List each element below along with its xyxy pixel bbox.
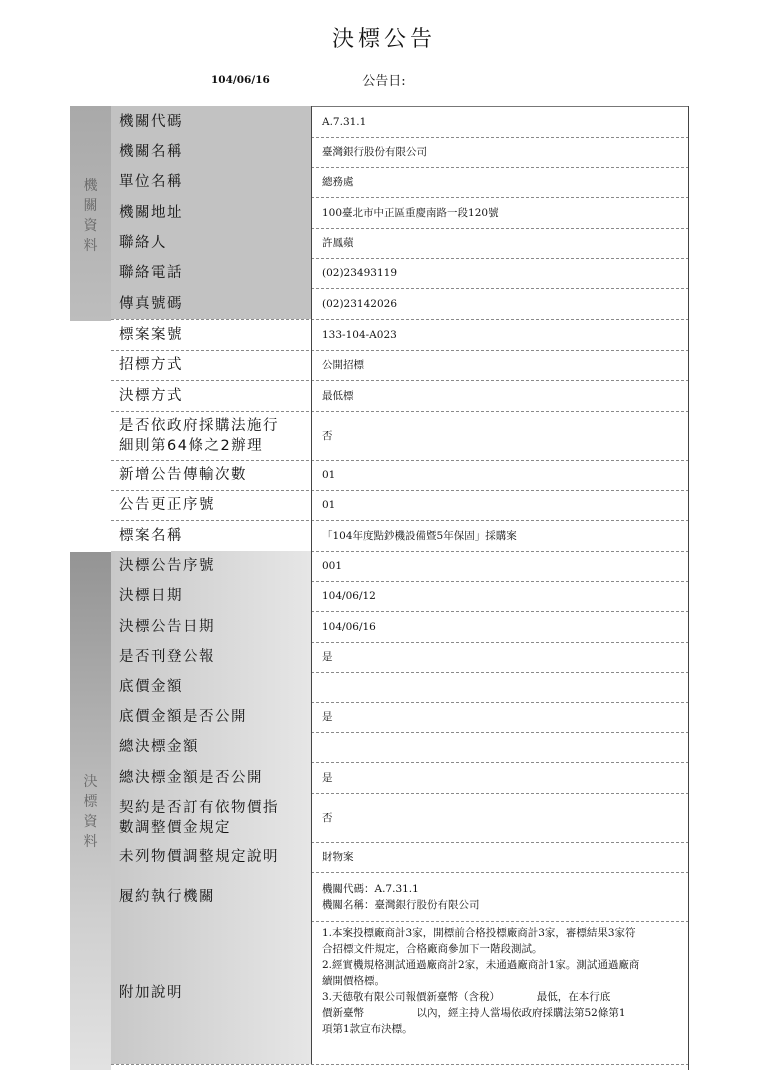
row-value: 133-104-A023	[322, 328, 397, 341]
row-label: 招標方式	[111, 350, 312, 380]
row-value: (02)23493119	[322, 267, 397, 279]
table-row	[111, 921, 689, 1065]
table-row	[111, 672, 689, 703]
row-value	[322, 732, 681, 762]
row-label: 總決標金額是否公開	[111, 762, 312, 793]
row-label: 未列物價調整規定說明	[111, 842, 312, 872]
table-row	[111, 581, 689, 612]
table-row	[111, 642, 689, 673]
row-label: 總決標金額	[111, 732, 312, 762]
table-row	[111, 842, 689, 873]
table-row	[111, 350, 689, 381]
table-row	[111, 167, 689, 198]
table-row	[111, 520, 689, 552]
row-value: 總務處	[322, 176, 354, 188]
table-row	[111, 872, 689, 922]
section-tender-data	[70, 321, 111, 552]
table-row	[111, 460, 689, 491]
table-row	[111, 288, 689, 320]
row-label: 機關名稱	[111, 137, 312, 167]
row-value: 100臺北市中正區重慶南路一段120號	[322, 206, 499, 219]
row-label: 決標日期	[111, 581, 312, 611]
row-label: 履約執行機關	[111, 872, 312, 921]
row-value: A.7.31.1	[322, 115, 367, 128]
row-value: 是	[322, 651, 333, 663]
section-award-label: 決 標 資 料	[83, 774, 98, 850]
table-row	[111, 380, 689, 412]
table-row	[111, 319, 689, 351]
table-row	[111, 611, 689, 643]
row-value: 機關代碼：A.7.31.1 機關名稱：臺灣銀行股份有限公司	[322, 882, 480, 911]
row-value: 是	[322, 771, 333, 784]
row-label: 傳真號碼	[111, 288, 312, 319]
row-value: 「104年度點鈔機設備暨5年保固」採購案	[322, 529, 517, 542]
row-value: 否	[322, 811, 333, 824]
row-value: 1.本案投標廠商計3家，開標前合格投標廠商計3家，審標結果3家符 合招標文件規定，合格廠商參加下一階段測試。 2.經實機規格測試通過廠商計2家，未通過廠商計1家。測試通過廠商 續開價格標。 3.天德敬有限公司報價新臺幣（含稅） 最低，在本行底 價新臺幣 以內，經主持人當場依政府採購法第52條第1 項第1款宣布決標。	[322, 927, 640, 1035]
row-label: 是否依政府採購法施行 細則第64條之2辦理	[111, 411, 312, 460]
row-value: 104/06/12	[322, 590, 376, 602]
row-value: 許鳳蘋	[322, 237, 354, 249]
table-row	[111, 197, 689, 229]
table-row	[111, 762, 689, 794]
table-row	[111, 411, 689, 461]
row-label: 機關代碼	[111, 106, 312, 137]
row-value: 最低標	[322, 389, 354, 402]
table-row	[111, 732, 689, 763]
row-value: (02)23142026	[322, 297, 397, 310]
row-label: 是否刊登公報	[111, 642, 312, 672]
row-value: 是	[322, 711, 333, 723]
section-agency-data	[70, 106, 111, 321]
table-right-border	[688, 106, 689, 1070]
row-label: 單位名稱	[111, 167, 312, 197]
announcement-date	[0, 70, 768, 89]
date-value: 104/06/16	[211, 73, 270, 86]
row-label: 契約是否訂有依物價指 數調整價金規定	[111, 793, 312, 842]
row-value: 001	[322, 560, 343, 572]
section-award-data	[70, 552, 111, 1070]
row-value: 財物案	[322, 851, 354, 863]
row-label: 機關地址	[111, 197, 312, 228]
row-value: 01	[322, 499, 336, 511]
row-label: 聯絡電話	[111, 258, 312, 288]
row-label: 聯絡人	[111, 228, 312, 258]
table-row	[111, 228, 689, 259]
row-label: 決標公告序號	[111, 551, 312, 581]
table-row	[111, 793, 689, 843]
table-row	[111, 702, 689, 733]
row-label: 決標公告日期	[111, 611, 312, 642]
table-row	[111, 551, 689, 582]
row-value: 公開招標	[322, 359, 364, 371]
row-value: 否	[322, 429, 333, 442]
row-label: 公告更正序號	[111, 490, 312, 520]
row-label: 附加說明	[111, 921, 312, 1064]
row-label: 決標方式	[111, 380, 312, 411]
table-row	[111, 258, 689, 289]
row-value: 104/06/16	[322, 620, 376, 633]
row-value: 01	[322, 469, 336, 481]
row-label: 標案案號	[111, 319, 312, 350]
section-agency-label: 機 關 資 料	[83, 178, 98, 254]
row-value	[322, 672, 681, 702]
table-row	[111, 490, 689, 521]
row-value: 臺灣銀行股份有限公司	[322, 146, 427, 158]
table-row	[111, 137, 689, 168]
row-label: 底價金額是否公開	[111, 702, 312, 732]
table-row	[111, 106, 689, 138]
row-label: 新增公告傳輸次數	[111, 460, 312, 490]
row-label: 標案名稱	[111, 520, 312, 551]
row-label: 底價金額	[111, 672, 312, 702]
document-title: 決標公告	[331, 27, 436, 52]
date-label: 公告日:	[362, 74, 406, 89]
